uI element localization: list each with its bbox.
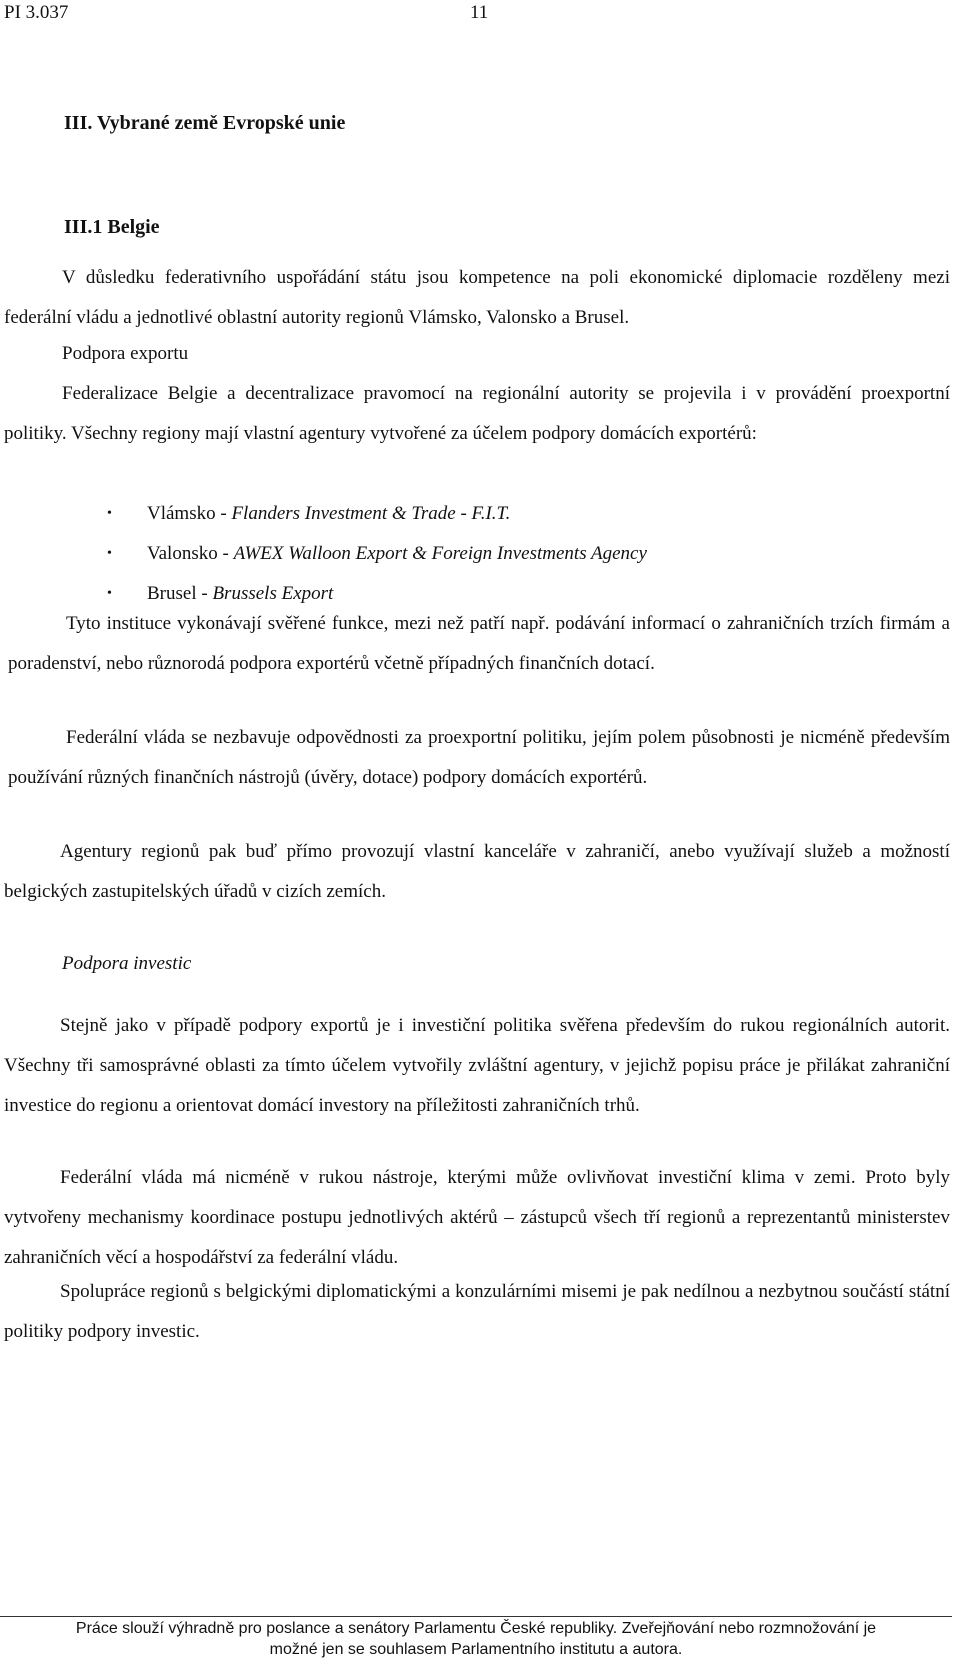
export-paragraph-2: Tyto instituce vykonávají svěřené funkce, mezi než patří např. podávání informací o zahraničních trzích firmám a poradenství, nebo různorodá podpora exportérů včetně případných finančních dotací.	[8, 613, 950, 674]
document-id: PI 3.037	[4, 2, 69, 23]
intro-paragraph: V důsledku federativního uspořádání státu jsou kompetence na poli ekonomické diplomacie rozděleny mezi federální vládu a jednotlivé oblastní autority regionů Vlámsko, Valonsko a Brusel.	[4, 267, 950, 328]
agency-name: Brussels Export	[212, 583, 334, 604]
agency-region: Valonsko -	[147, 543, 234, 564]
agency-region: Brusel -	[147, 583, 213, 604]
export-subheading: Podpora exportu	[62, 343, 189, 364]
list-item	[4, 494, 904, 534]
invest-paragraph-2: Federální vláda má nicméně v rukou nástroje, kterými může ovlivňovat investiční klima v zemi. Proto byly vytvořeny mechanismy koordinace postupu jednotlivých aktérů – zástupců všech tří regionů a reprezentantů ministerstev zahraničních věcí a hospodářství za federální vládu.	[4, 1167, 950, 1268]
footer-line-2: možné jen se souhlasem Parlamentního institutu a autora.	[269, 1641, 683, 1658]
bullet-icon: •	[107, 506, 112, 521]
footer-line-1: Práce slouží výhradně pro poslance a senátory Parlamentu České republiky. Zveřejňování nebo rozmnožování je	[75, 1620, 877, 1637]
footer-divider	[0, 1616, 952, 1617]
agency-region: Vlámsko -	[147, 503, 232, 524]
chapter-title: III. Vybrané země Evropské unie	[64, 112, 346, 134]
export-paragraph-3: Federální vláda se nezbavuje odpovědnosti za proexportní politiku, jejím polem působnosti je nicméně především používání různých finančních nástrojů (úvěry, dotace) podpory domácích exportérů.	[8, 727, 950, 788]
export-paragraph: Federalizace Belgie a decentralizace pravomocí na regionální autority se projevila i v provádění proexportní politiky. Všechny regiony mají vlastní agentury vytvořené za účelem podpory domácích exportérů:	[4, 383, 950, 444]
invest-subheading: Podpora investic	[62, 953, 192, 974]
bullet-icon: •	[107, 546, 112, 561]
agency-name: AWEX Walloon Export & Foreign Investments Agency	[233, 543, 647, 564]
invest-paragraph-3: Spolupráce regionů s belgickými diplomatickými a konzulárními misemi je pak nedílnou a nezbytnou součástí státní politiky podpory investic.	[4, 1281, 950, 1342]
export-paragraph-4: Agentury regionů pak buď přímo provozují vlastní kanceláře v zahraničí, anebo využívají služeb a možností belgických zastupitelských úřadů v cizích zemích.	[4, 841, 950, 902]
section-title: III.1 Belgie	[64, 216, 160, 238]
agency-list	[4, 494, 904, 614]
invest-paragraph-1: Stejně jako v případě podpory exportů je i investiční politika svěřena především do rukou regionálních autorit. Všechny tři samosprávné oblasti za tímto účelem vytvořily zvláštní agentury, v jejichž popisu práce je přilákat zahraniční investice do regionu a orientovat domácí investory na příležitosti zahraničních trhů.	[4, 1015, 950, 1116]
bullet-icon: •	[107, 586, 112, 601]
page-header	[4, 2, 954, 26]
list-item	[4, 534, 904, 574]
page-number: 11	[470, 2, 489, 23]
agency-name: Flanders Investment & Trade - F.I.T.	[231, 503, 511, 524]
